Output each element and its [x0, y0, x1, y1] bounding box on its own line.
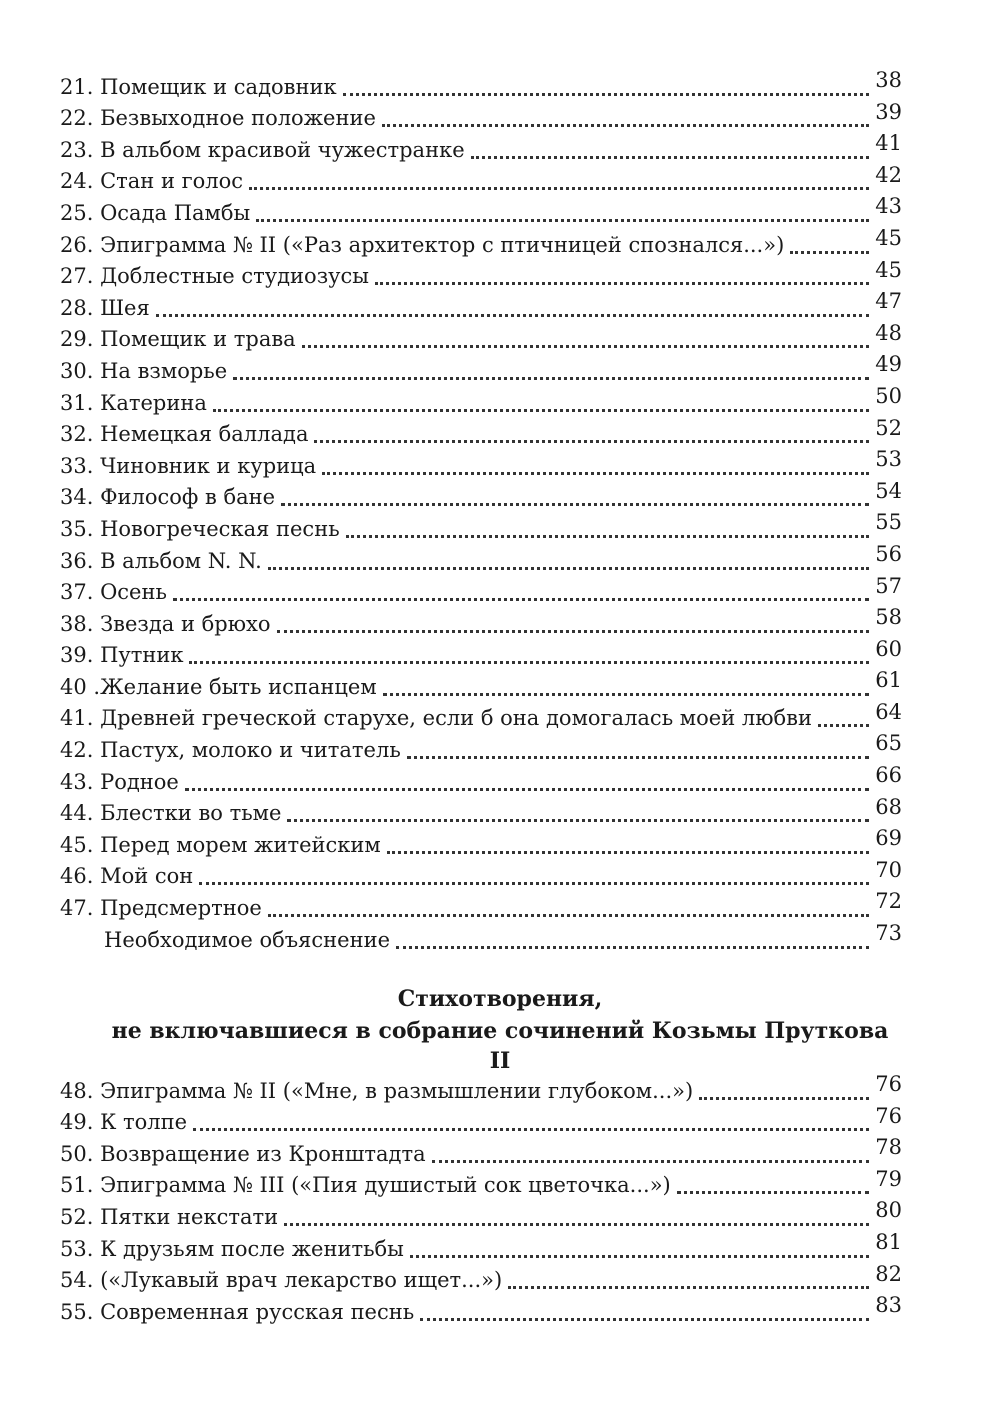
dot-leader [383, 693, 870, 696]
section-heading-line2: не включавшиеся в собрание сочинений Козьмы Пруткова [111, 1018, 889, 1044]
toc-entry[interactable] [60, 794, 902, 829]
toc-entry-title: 28. Шея [60, 295, 150, 320]
toc-entry-page: 54 [875, 478, 902, 503]
dot-leader [185, 788, 869, 791]
toc-entry[interactable] [60, 257, 902, 292]
dot-leader [277, 630, 870, 633]
toc-entry-page: 56 [875, 541, 902, 566]
toc-entry-title: 34. Философ в бане [60, 485, 276, 510]
toc-entry-title: 23. В альбом красивой чужестранке [60, 137, 465, 162]
toc-entry-title: 48. Эпиграмма № II («Мне, в размышлении глубоком...») [60, 1078, 694, 1103]
dot-leader [375, 282, 869, 285]
dot-leader [471, 156, 870, 159]
toc-entry[interactable] [60, 133, 902, 165]
toc-entry-title: 25. Осада Памбы [60, 200, 251, 225]
toc-entry-title: 54. («Лукавый врач лекарство ищет...») [60, 1268, 503, 1293]
toc-entry[interactable] [60, 383, 902, 418]
toc-entry-page: 47 [875, 289, 902, 314]
dot-leader [268, 914, 869, 917]
toc-entry-page: 55 [875, 510, 902, 535]
toc-entry-title: 26. Эпиграмма № II («Раз архитектор с птичницей спознался...») [60, 232, 785, 257]
toc-entry[interactable] [60, 923, 902, 955]
toc-entry[interactable] [60, 415, 902, 450]
toc-entry-page: 41 [875, 131, 902, 156]
toc-entry-title: 35. Новогреческая песнь [60, 516, 340, 541]
dot-leader [173, 598, 869, 601]
dot-leader [199, 882, 869, 885]
toc-entry-title: 38. Звезда и брюхо [60, 611, 271, 636]
toc-entry-title: 55. Современная русская песнь [60, 1299, 415, 1324]
toc-entry-page: 60 [875, 636, 902, 661]
toc-entry-title: 37. Осень [60, 580, 167, 605]
toc-entry-page: 53 [875, 447, 902, 472]
toc-entry-page: 57 [875, 573, 902, 598]
dot-leader [189, 661, 869, 664]
toc-entry[interactable] [60, 1103, 902, 1138]
toc-entry-page: 48 [875, 320, 902, 345]
toc-entry-page: 73 [875, 921, 902, 946]
toc-entry[interactable] [60, 733, 902, 765]
toc-entry[interactable] [60, 449, 902, 481]
toc-entry[interactable] [60, 1137, 902, 1169]
toc-entry-page: 69 [875, 826, 902, 851]
dot-leader [322, 472, 869, 475]
dot-leader [233, 377, 869, 380]
toc-entry-title: 52. Пятки некстати [60, 1204, 279, 1229]
toc-entry-page: 82 [875, 1261, 902, 1286]
dot-leader [508, 1286, 869, 1289]
dot-leader [256, 219, 869, 222]
toc-entry-title: 39. Путник [60, 643, 184, 668]
toc-entry-page: 76 [875, 1072, 902, 1096]
dot-leader [284, 1223, 869, 1226]
toc-entry[interactable] [60, 1229, 902, 1264]
toc-entry-page: 83 [875, 1293, 902, 1318]
toc-entry-page: 43 [875, 194, 902, 219]
toc-entry[interactable] [60, 162, 902, 197]
toc-entry[interactable] [60, 891, 902, 923]
toc-entry-page: 58 [875, 605, 902, 630]
dot-leader [249, 187, 869, 190]
toc-entry-title: 22. Безвыходное положение [60, 106, 376, 131]
toc-entry-page: 68 [875, 794, 902, 819]
toc-entry-page: 45 [875, 225, 902, 250]
toc-entry[interactable] [60, 1200, 902, 1232]
toc-entry[interactable] [60, 1074, 902, 1106]
toc-entry-title: 29. Помещик и трава [60, 327, 296, 352]
toc-entry-page: 81 [875, 1229, 902, 1254]
toc-entry-page: 66 [875, 763, 902, 788]
toc-entry-title: 41. Древней греческой старухе, если б она домогалась моей любви [60, 706, 812, 731]
toc-entry-page: 65 [875, 731, 902, 756]
toc-entry[interactable] [60, 765, 902, 797]
toc-entry[interactable] [60, 354, 902, 386]
toc-entry-page: 70 [875, 857, 902, 882]
toc-entry[interactable] [60, 636, 902, 671]
toc-entry-title: 31. Катерина [60, 390, 207, 415]
dot-leader [407, 756, 870, 759]
toc-entry-page: 64 [875, 699, 902, 724]
toc-entry[interactable] [60, 541, 902, 576]
toc-entry-title: 44. Блестки во тьме [60, 801, 282, 826]
toc-entry-title: 46. Мой сон [60, 864, 194, 889]
toc-entry[interactable] [60, 670, 902, 702]
toc-entry-title: 36. В альбом N. N. [60, 548, 262, 573]
dot-leader [396, 946, 869, 949]
toc-entry-title: 24. Стан и голос [60, 169, 244, 194]
dot-leader [302, 345, 870, 348]
toc-entry-page: 50 [875, 383, 902, 408]
toc-entry-title: 49. К толпе [60, 1110, 188, 1135]
dot-leader [213, 409, 869, 412]
toc-entry-page: 45 [875, 257, 902, 282]
toc-entry-title: 51. Эпиграмма № III («Пия душистый сок цветочка...») [60, 1173, 671, 1198]
dot-leader [287, 819, 869, 822]
toc-entry[interactable] [60, 291, 902, 323]
toc-entry[interactable] [60, 857, 902, 892]
toc-list-part2 [60, 1074, 902, 1327]
dot-leader [790, 251, 869, 254]
toc-entry[interactable] [60, 478, 902, 513]
dot-leader [314, 440, 869, 443]
toc-entry-page: 49 [875, 352, 902, 377]
toc-entry-page: 52 [875, 415, 902, 440]
toc-entry-title: 50. Возвращение из Кронштадта [60, 1141, 426, 1166]
toc-entry-title: 53. К друзьям после женитьбы [60, 1236, 404, 1261]
dot-leader [156, 314, 870, 317]
toc-entry[interactable] [60, 1166, 902, 1201]
dot-leader [410, 1255, 869, 1258]
toc-entry-title: 21. Помещик и садовник [60, 74, 337, 99]
dot-leader [699, 1097, 869, 1100]
dot-leader [193, 1128, 869, 1131]
section-heading-line3: II [489, 1048, 511, 1074]
toc-entry[interactable] [60, 70, 902, 102]
toc-entry-title: Необходимое объяснение [104, 927, 391, 952]
toc-entry[interactable] [60, 699, 902, 734]
dot-leader [420, 1318, 869, 1321]
dot-leader [343, 93, 870, 96]
toc-entry-title: 32. Немецкая баллада [60, 422, 309, 447]
toc-entry-page: 79 [875, 1166, 902, 1191]
section-heading-line1: Стихотворения, [397, 986, 603, 1012]
toc-entry[interactable] [60, 573, 902, 608]
dot-leader [818, 724, 869, 727]
dot-leader [281, 503, 869, 506]
toc-entry[interactable] [60, 828, 902, 860]
toc-entry[interactable] [60, 607, 902, 639]
toc-entry-title: 47. Предсмертное [60, 896, 262, 921]
dot-leader [382, 124, 869, 127]
toc-entry-page: 80 [875, 1198, 902, 1223]
toc-entry-title: 42. Пастух, молоко и читатель [60, 738, 401, 763]
dot-leader [268, 567, 869, 570]
toc-entry-title: 30. На взморье [60, 358, 228, 383]
toc-entry-page: 39 [875, 99, 902, 124]
toc-entry-title: 43. Родное [60, 769, 179, 794]
toc-entry[interactable] [60, 99, 902, 134]
toc-entry-title: 40 .Желание быть испанцем [60, 674, 377, 699]
toc-entry[interactable] [60, 1261, 902, 1296]
toc-entry[interactable] [60, 512, 902, 544]
toc-entry[interactable] [60, 225, 902, 260]
toc-entry[interactable] [60, 196, 902, 228]
toc-entry-page: 42 [875, 162, 902, 187]
dot-leader [432, 1160, 870, 1163]
toc-list-part1 [60, 70, 902, 955]
dot-leader [346, 535, 870, 538]
toc-entry-title: 45. Перед морем житейским [60, 832, 381, 857]
toc-entry[interactable] [60, 1295, 902, 1327]
toc-entry-page: 38 [875, 68, 902, 92]
toc-entry-title: 27. Доблестные студиозусы [60, 264, 369, 289]
toc-entry-title: 33. Чиновник и курица [60, 453, 317, 478]
toc-entry-page: 61 [875, 668, 902, 693]
toc-entry[interactable] [60, 320, 902, 355]
toc-entry-page: 78 [875, 1135, 902, 1160]
toc-entry-page: 76 [875, 1103, 902, 1128]
dot-leader [387, 851, 870, 854]
dot-leader [677, 1191, 870, 1194]
toc-entry-page: 72 [875, 889, 902, 914]
